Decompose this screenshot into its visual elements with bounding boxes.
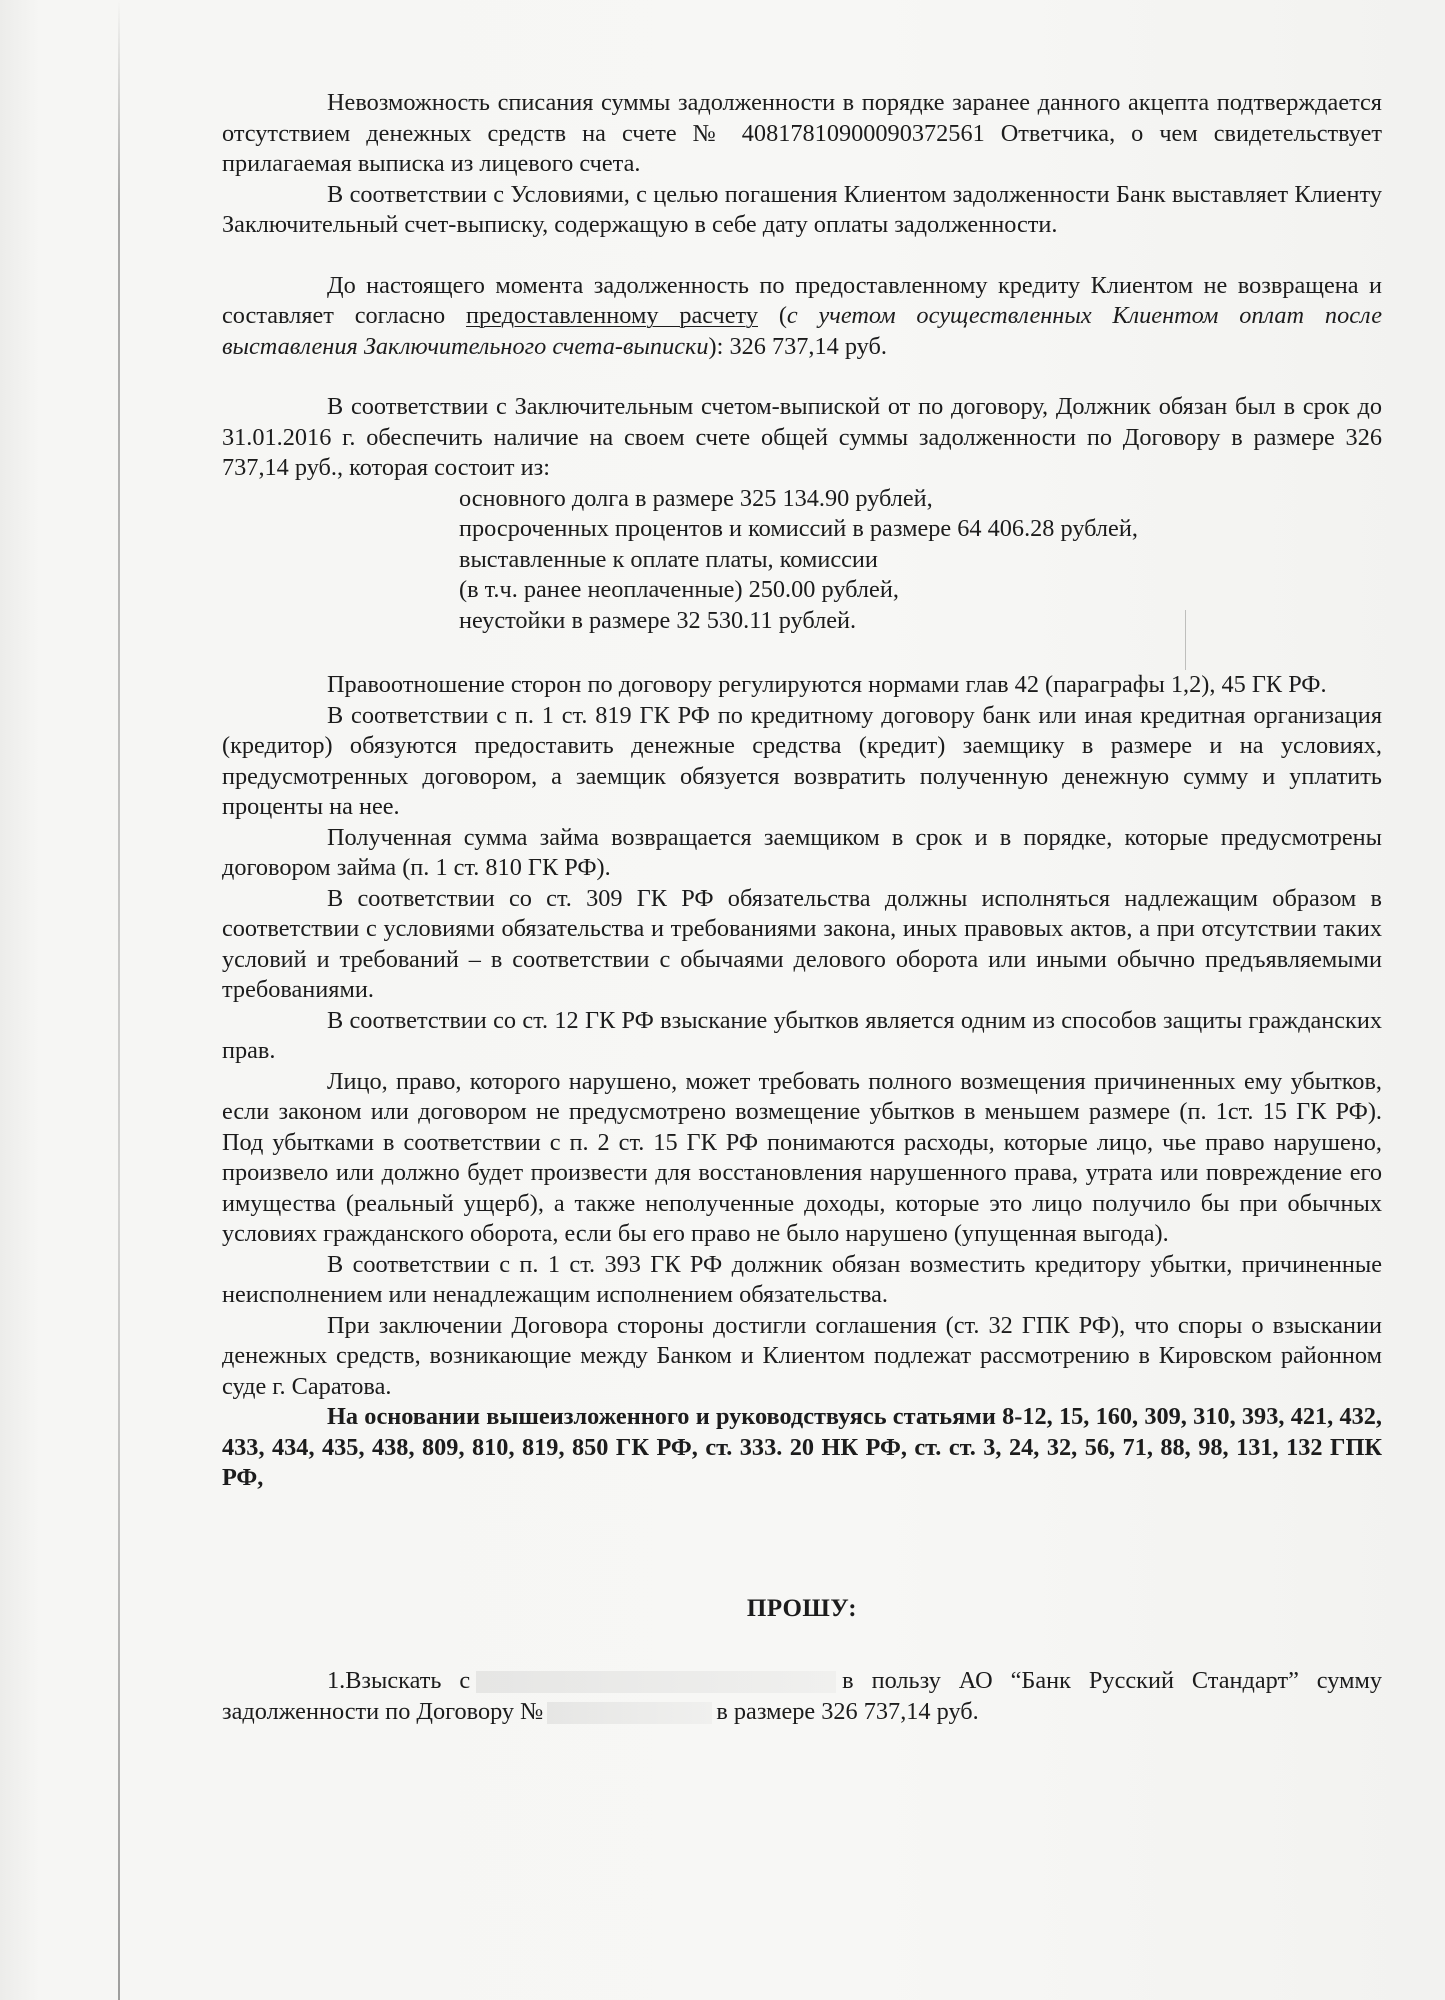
list-item: (в т.ч. ранее неоплаченные) 250.00 рублей, (459, 576, 899, 603)
paragraph-article-309: В соответствии со ст. 309 ГК РФ обязательства должны исполняться надлежащим образом в соответствии с условиями обязательства и требованиями закона, иных правовых актов, а при отсутствии таких условий и требований – в соответствии с обычаями делового оборота или иными обычно предъявляемыми требованиями. (222, 884, 1382, 1003)
document-body (222, 88, 1382, 1727)
list-item: выставленные к оплате платы, комиссии (459, 545, 878, 573)
paragraph-article-810: Полученная сумма займа возвращается заемщиком в срок и в порядке, которые предусмотрены договором займа (п. 1 ст. 810 ГК РФ). (222, 823, 1382, 881)
list-item: основного долга в размере 325 134.90 рублей, (459, 484, 933, 512)
paragraph-article-12: В соответствии со ст. 12 ГК РФ взыскание убытков является одним из способов защиты гражданских прав. (222, 1006, 1382, 1064)
paragraph-article-15: Лицо, право, которого нарушено, может требовать полного возмещения причиненных ему убытков, если законом или договором не предусмотрено возмещение убытков в меньшем размере (п. 1ст. 15 ГК РФ). Под убытками в соответствии с п. 2 ст. 15 ГК РФ понимаются расходы, которые лицо, чье право нарушено, произвело или должно будет произвести для восстановления нарушенного права, утрата или повреждение его имущества (реальный ущерб), а также неполученные доходы, которые это лицо получило бы при обычных условиях гражданского оборота, если бы его право не было нарушено (упущенная выгода). (222, 1067, 1382, 1247)
redacted-name (476, 1671, 836, 1693)
scan-margin-line (118, 0, 120, 2000)
paragraph-jurisdiction: При заключении Договора стороны достигли соглашения (ст. 32 ГПК РФ), что споры о взыскании денежных средств, возникающие между Банком и Клиентом подлежат рассмотрению в Кировском районном суде г. Саратова. (222, 1311, 1382, 1400)
request-part-2: в пользу АО “Банк Русский Стандарт” сумму задолженности по Договору № (222, 1667, 1383, 1725)
paragraph-article-393: В соответствии с п. 1 ст. 393 ГК РФ должник обязан возместить кредитору убытки, причиненные неисполнением или ненадлежащим исполнением обязательства. (222, 1250, 1382, 1308)
paragraph-account: Невозможность списания суммы задолженности в порядке заранее данного акцепта подтверждается отсутствием денежных средств на счете № 40817810900090372561 Ответчика, о чем свидетельствует прилагаемая выписка из лицевого счета. (222, 89, 1382, 177)
request-heading: ПРОШУ: (746, 1594, 858, 1622)
paragraph-final-statement: В соответствии с Условиями, с целью погашения Клиентом задолженности Банк выставляет Клиенту Заключительный счет-выписку, содержащую в себе дату оплаты задолженности. (222, 180, 1382, 238)
debt-text-b: ( (758, 302, 787, 329)
debt-items-list (459, 484, 1382, 637)
debt-text-a: До настоящего момента задолженность по предоставленному кредиту Клиентом не возвращена и составляет согласно (222, 271, 1382, 329)
paragraph-article-819: В соответствии с п. 1 ст. 819 ГК РФ по кредитному договору банк или иная кредитная организация (кредитор) обязуются предоставить денежные средства (кредит) заемщику в размере и на условиях, предусмотренных договором, а заемщик обязуется возвратить полученную денежную сумму и уплатить проценты на нее. (222, 701, 1382, 820)
debt-italic-note: с учетом осуществленных Клиентом оплат после выставления Заключительного счета-выписки (222, 302, 1382, 360)
paragraph-debt-amount (222, 271, 1382, 363)
paragraph-debt-structure: В соответствии с Заключительным счетом-выпиской от по договору, Должник обязан был в срок до 31.01.2016 г. обеспечить наличие на своем счете общей суммы задолженности по Договору в размере 326 737,14 руб., которая состоит из: (222, 393, 1382, 481)
request-part-1: 1.Взыскать с (327, 1667, 471, 1694)
list-item: неустойки в размере 32 530.11 рублей. (459, 606, 857, 634)
paragraph-legal-relations: Правоотношение сторон по договору регулируются нормами глав 42 (параграфы 1,2), 45 ГК РФ. (327, 671, 1327, 698)
paragraph-legal-basis: На основании вышеизложенного и руководствуясь статьями 8-12, 15, 160, 309, 310, 393, 421, 432, 433, 434, 435, 438, 809, 810, 819, 850 ГК РФ, ст. 333. 20 НК РФ, ст. ст. 3, 24, 32, 56, 71, 88, 98, 131, 132 ГПК РФ, (222, 1403, 1382, 1491)
request-part-3: в размере 326 737,14 руб. (716, 1697, 979, 1725)
debt-calculation-link-text: предоставленному расчету (466, 302, 758, 329)
debt-text-c: ): 326 737,14 руб. (708, 332, 887, 360)
redacted-contract-number (547, 1702, 712, 1724)
paragraph-request (222, 1666, 1382, 1727)
list-item: просроченных процентов и комиссий в размере 64 406.28 рублей, (459, 515, 1138, 542)
